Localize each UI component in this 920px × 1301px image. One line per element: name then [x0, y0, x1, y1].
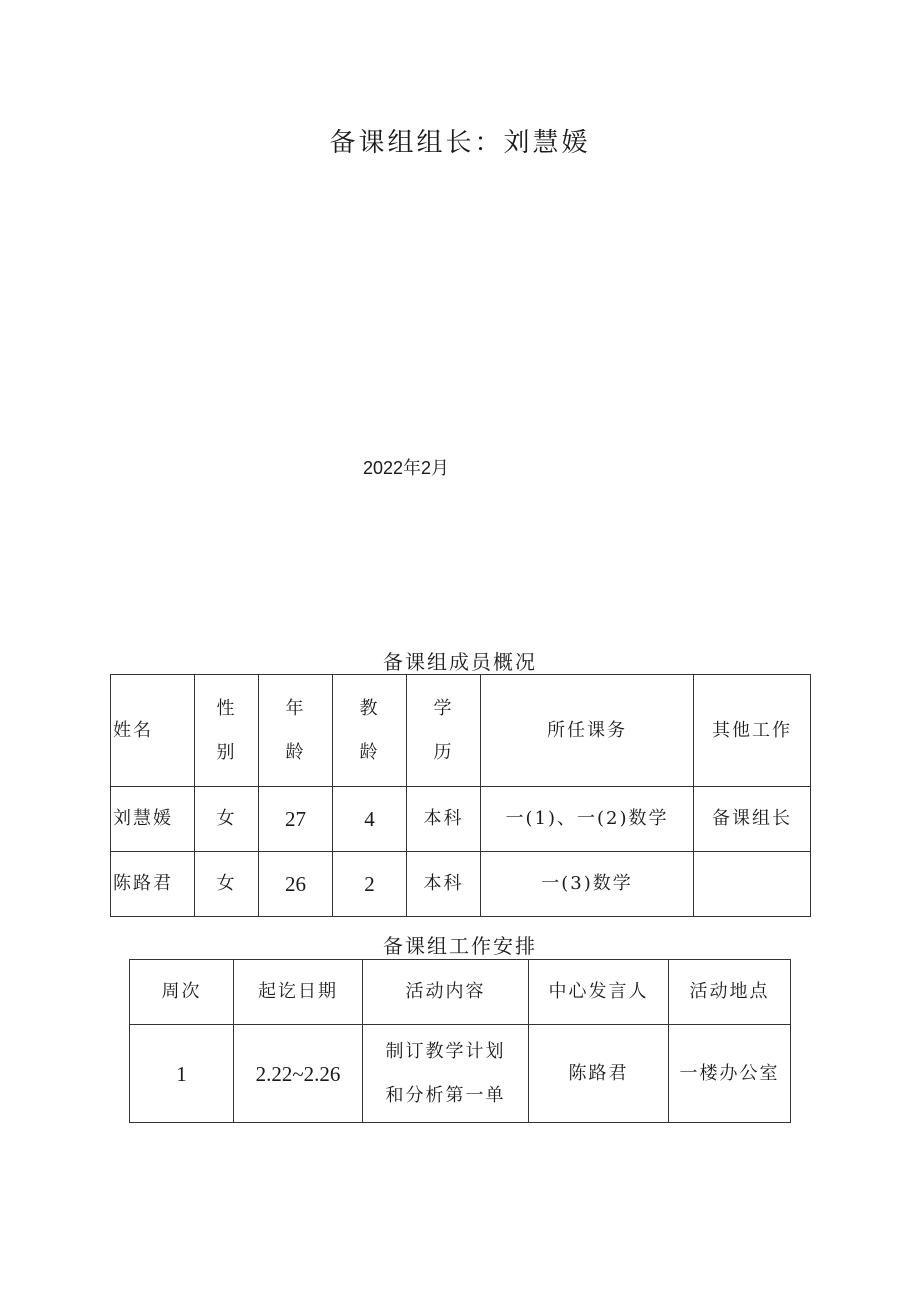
- member-age: 27: [259, 787, 333, 852]
- header-teaching-years-line1: 教: [359, 697, 380, 719]
- header-gender: [195, 675, 259, 787]
- members-table-caption: 备课组成员概况: [383, 650, 537, 674]
- member-other-work: [694, 852, 811, 917]
- header-other-work: 其他工作: [694, 675, 811, 787]
- schedule-week: 1: [130, 1025, 234, 1123]
- header-education: [407, 675, 481, 787]
- schedule-location: 一楼办公室: [669, 1025, 791, 1123]
- header-speaker: 中心发言人: [529, 960, 669, 1025]
- group-leader-title: 备课组组长：刘慧媛: [329, 128, 591, 158]
- member-other-work: 备课组长: [694, 787, 811, 852]
- header-name: 姓名: [111, 675, 195, 787]
- schedule-table-caption: 备课组工作安排: [383, 934, 537, 958]
- members-table: [110, 674, 811, 917]
- schedule-table: [129, 959, 791, 1123]
- table-row: [111, 852, 811, 917]
- schedule-speaker: 陈路君: [529, 1025, 669, 1123]
- member-name: 陈路君: [111, 852, 195, 917]
- header-week: 周次: [130, 960, 234, 1025]
- member-courses: 一(1)、一(2)数学: [481, 787, 694, 852]
- table-row: [111, 787, 811, 852]
- header-courses: 所任课务: [481, 675, 694, 787]
- table-row: [130, 1025, 791, 1123]
- member-education: 本科: [407, 852, 481, 917]
- member-age: 26: [259, 852, 333, 917]
- schedule-content-line2: 和分析第一单: [385, 1084, 506, 1106]
- header-gender-line2: 别: [216, 741, 237, 763]
- header-dates: 起讫日期: [234, 960, 363, 1025]
- member-gender: 女: [195, 852, 259, 917]
- schedule-content: [363, 1025, 529, 1123]
- header-teaching-years: [333, 675, 407, 787]
- header-education-line2: 历: [433, 741, 454, 763]
- header-age-line1: 年: [285, 697, 306, 719]
- header-education-line1: 学: [433, 697, 454, 719]
- member-teaching-years: 4: [333, 787, 407, 852]
- header-content: 活动内容: [363, 960, 529, 1025]
- schedule-content-line1: 制订教学计划: [385, 1040, 506, 1062]
- member-education: 本科: [407, 787, 481, 852]
- schedule-header-row: [130, 960, 791, 1025]
- member-courses: 一(3)数学: [481, 852, 694, 917]
- member-teaching-years: 2: [333, 852, 407, 917]
- header-teaching-years-line2: 龄: [359, 741, 380, 763]
- header-location: 活动地点: [669, 960, 791, 1025]
- schedule-dates: 2.22~2.26: [234, 1025, 363, 1123]
- header-gender-line1: 性: [216, 697, 237, 719]
- header-age-line2: 龄: [285, 741, 306, 763]
- header-age: [259, 675, 333, 787]
- document-date: 2022年2月: [363, 458, 450, 478]
- members-header-row: [111, 675, 811, 787]
- member-name: 刘慧媛: [111, 787, 195, 852]
- member-gender: 女: [195, 787, 259, 852]
